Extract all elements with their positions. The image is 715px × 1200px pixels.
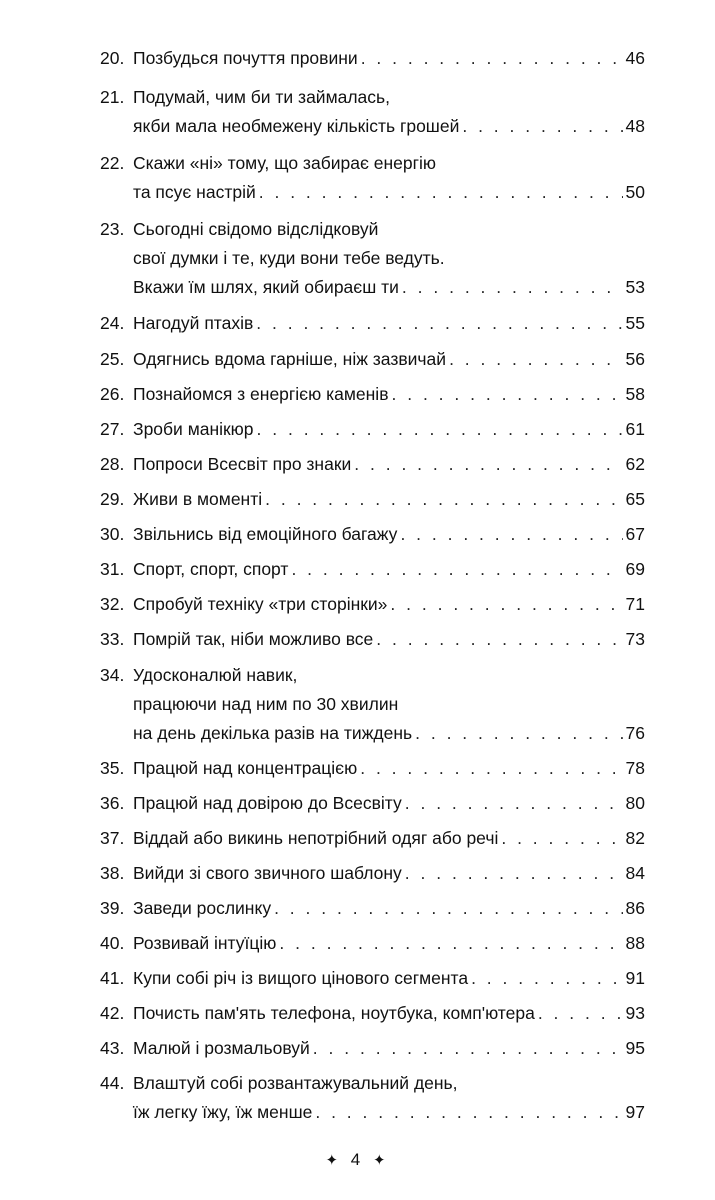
toc-entry-title: Працюй над концентрацією — [133, 758, 358, 778]
toc-entry-line — [133, 661, 645, 690]
dot-leader — [354, 450, 622, 479]
toc-entry-title: Позбудься почуття провини — [133, 48, 358, 68]
toc-entry-number: 43. — [100, 1038, 125, 1058]
toc-entry-line — [133, 345, 645, 374]
toc-entry-line — [133, 215, 645, 244]
toc-entry — [100, 44, 645, 73]
toc-entry-title: Заведи рослинку — [133, 898, 272, 918]
toc-entry-page: 53 — [625, 277, 645, 297]
toc-entry-title: Удосконалюй навик, — [133, 665, 298, 685]
toc-entry-title: Сьогодні свідомо відслідковуй — [133, 219, 379, 239]
dot-leader — [257, 415, 623, 444]
toc-entry-number: 25. — [100, 349, 125, 369]
toc-entry-number: 44. — [100, 1073, 125, 1093]
dot-leader — [376, 625, 622, 654]
toc-entry — [100, 625, 645, 654]
toc-entry-line — [133, 929, 645, 958]
toc-entry-line — [133, 149, 645, 178]
toc-entry-line — [133, 83, 645, 112]
dot-leader — [405, 859, 623, 888]
dot-leader — [449, 345, 622, 374]
dot-leader — [313, 1034, 623, 1063]
toc-entry — [100, 894, 645, 923]
star-ornament-left-icon: ✦ — [325, 1152, 343, 1169]
toc-entry — [100, 661, 645, 748]
toc-entry-number: 30. — [100, 524, 125, 544]
toc-entry-title: Розвивай інтуїцію — [133, 933, 277, 953]
dot-leader — [256, 309, 622, 338]
toc-entry-title: якби мала необмежену кількість грошей — [133, 116, 460, 136]
toc-entry-number: 42. — [100, 1003, 125, 1023]
toc-entry — [100, 964, 645, 993]
toc-entry-page: 73 — [625, 629, 645, 649]
toc-entry — [100, 520, 645, 549]
toc-entry-line — [133, 450, 645, 479]
toc-entry-number: 40. — [100, 933, 125, 953]
toc-entry-title: Скажи «ні» тому, що забирає енергію — [133, 153, 437, 173]
toc-entry-line — [133, 273, 645, 302]
dot-leader — [291, 555, 622, 584]
toc-entry-page: 55 — [625, 313, 645, 333]
toc-entry-page: 86 — [625, 898, 645, 918]
star-ornament-right-icon: ✦ — [372, 1152, 390, 1169]
toc-entry-line — [133, 178, 645, 207]
toc-entry-number: 38. — [100, 863, 125, 883]
toc-entry-title: працюючи над ним по 30 хвилин — [133, 694, 399, 714]
toc-entry-title: Вийди зі свого звичного шаблону — [133, 863, 402, 883]
toc-entry-page: 48 — [625, 116, 645, 136]
toc-entry-title: Одягнись вдома гарніше, ніж зазвичай — [133, 349, 447, 369]
dot-leader — [259, 178, 623, 207]
toc-entry — [100, 929, 645, 958]
toc-entry-number: 29. — [100, 489, 125, 509]
toc-entry-number: 39. — [100, 898, 125, 918]
toc-entry-number: 23. — [100, 219, 125, 239]
toc-entry-title: Живи в моменті — [133, 489, 263, 509]
toc-entry-number: 32. — [100, 594, 125, 614]
toc-entry-line — [133, 415, 645, 444]
toc-entry-title: Познайомся з енергією каменів — [133, 384, 389, 404]
toc-entry-title: Працюй над довірою до Всесвіту — [133, 793, 402, 813]
toc-entry-line — [133, 719, 645, 748]
toc-entry — [100, 859, 645, 888]
toc-entry-number: 28. — [100, 454, 125, 474]
dot-leader — [392, 380, 623, 409]
toc-entry — [100, 83, 645, 141]
toc-entry-line — [133, 44, 645, 73]
toc-entry-title: Віддай або викинь непотрібний одяг або речі — [133, 828, 499, 848]
page-footer — [0, 1150, 715, 1170]
dot-leader — [390, 590, 622, 619]
toc-entry-line — [133, 1034, 645, 1063]
dot-leader — [501, 824, 622, 853]
toc-entry — [100, 380, 645, 409]
toc-entry — [100, 590, 645, 619]
toc-entry-line — [133, 824, 645, 853]
toc-entry — [100, 1034, 645, 1063]
toc-entry-title: Малюй і розмальовуй — [133, 1038, 310, 1058]
table-of-contents — [100, 44, 645, 1127]
dot-leader — [279, 929, 622, 958]
toc-entry-page: 93 — [625, 1003, 645, 1023]
toc-entry — [100, 309, 645, 338]
dot-leader — [400, 520, 622, 549]
toc-entry-line — [133, 859, 645, 888]
toc-entry-line — [133, 520, 645, 549]
dot-leader — [360, 754, 622, 783]
dot-leader — [274, 894, 622, 923]
toc-entry-title: Спорт, спорт, спорт — [133, 559, 289, 579]
toc-entry-page: 46 — [625, 48, 645, 68]
toc-entry-title: свої думки і те, куди вони тебе ведуть. — [133, 248, 445, 268]
toc-entry-number: 33. — [100, 629, 125, 649]
toc-entry-title: та псує настрій — [133, 182, 256, 202]
toc-entry — [100, 999, 645, 1028]
toc-entry-page: 71 — [625, 594, 645, 614]
toc-entry-line — [133, 1069, 645, 1098]
toc-entry-title: Нагодуй птахів — [133, 313, 254, 333]
toc-entry — [100, 1069, 645, 1127]
dot-leader — [462, 112, 622, 141]
toc-entry-title: Влаштуй собі розвантажувальний день, — [133, 1073, 458, 1093]
toc-entry-page: 62 — [625, 454, 645, 474]
toc-entry-title: Зроби манікюр — [133, 419, 254, 439]
toc-entry-page: 58 — [625, 384, 645, 404]
toc-entry-line — [133, 999, 645, 1028]
toc-entry-page: 80 — [625, 793, 645, 813]
toc-entry-number: 24. — [100, 313, 125, 333]
toc-entry-line — [133, 309, 645, 338]
toc-entry-number: 20. — [100, 48, 125, 68]
toc-entry-page: 65 — [625, 489, 645, 509]
toc-entry-number: 35. — [100, 758, 125, 778]
toc-entry — [100, 754, 645, 783]
toc-entry-line — [133, 1098, 645, 1127]
toc-entry-number: 41. — [100, 968, 125, 988]
dot-leader — [415, 719, 622, 748]
toc-entry-number: 37. — [100, 828, 125, 848]
toc-entry-page: 91 — [625, 968, 645, 988]
dot-leader — [315, 1098, 622, 1127]
toc-entry-line — [133, 590, 645, 619]
toc-entry-title: їж легку їжу, їж менше — [133, 1102, 313, 1122]
toc-entry — [100, 824, 645, 853]
toc-entry-page: 84 — [625, 863, 645, 883]
toc-entry-number: 21. — [100, 87, 125, 107]
page-number: 4 — [350, 1150, 365, 1169]
toc-entry — [100, 345, 645, 374]
toc-entry-line — [133, 112, 645, 141]
toc-entry-number: 31. — [100, 559, 125, 579]
toc-entry — [100, 149, 645, 207]
toc-entry-line — [133, 555, 645, 584]
toc-entry-page: 82 — [625, 828, 645, 848]
toc-entry-title: Попроси Всесвіт про знаки — [133, 454, 352, 474]
dot-leader — [361, 44, 623, 73]
toc-entry-page: 67 — [625, 524, 645, 544]
toc-entry-line — [133, 894, 645, 923]
toc-entry-page: 97 — [625, 1102, 645, 1122]
toc-entry — [100, 415, 645, 444]
toc-entry-title: на день декілька разів на тиждень — [133, 723, 413, 743]
toc-entry — [100, 789, 645, 818]
toc-entry — [100, 450, 645, 479]
toc-entry-title: Подумай, чим би ти займалась, — [133, 87, 391, 107]
toc-entry-title: Вкажи їм шлях, який обираєш ти — [133, 277, 399, 297]
dot-leader — [265, 485, 622, 514]
dot-leader — [538, 999, 623, 1028]
toc-entry-line — [133, 690, 645, 719]
dot-leader — [471, 964, 622, 993]
toc-entry — [100, 555, 645, 584]
toc-entry-title: Звільнись від емоційного багажу — [133, 524, 398, 544]
toc-entry-page: 61 — [625, 419, 645, 439]
toc-entry-page: 95 — [625, 1038, 645, 1058]
toc-entry-title: Купи собі річ із вищого цінового сегмента — [133, 968, 469, 988]
toc-entry-line — [133, 625, 645, 654]
toc-entry-title: Спробуй техніку «три сторінки» — [133, 594, 388, 614]
toc-entry-page: 76 — [625, 723, 645, 743]
toc-entry-line — [133, 789, 645, 818]
toc-entry-number: 26. — [100, 384, 125, 404]
toc-entry-title: Почисть пам'ять телефона, ноутбука, комп'ютера — [133, 1003, 535, 1023]
toc-entry-page: 88 — [625, 933, 645, 953]
toc-entry-page: 50 — [625, 182, 645, 202]
toc-entry-line — [133, 754, 645, 783]
toc-entry-number: 27. — [100, 419, 125, 439]
toc-entry — [100, 485, 645, 514]
toc-entry — [100, 215, 645, 302]
toc-entry-page: 78 — [625, 758, 645, 778]
toc-entry-number: 34. — [100, 665, 125, 685]
toc-entry-line — [133, 380, 645, 409]
toc-entry-number: 36. — [100, 793, 125, 813]
toc-entry-line — [133, 964, 645, 993]
toc-entry-title: Помрій так, ніби можливо все — [133, 629, 374, 649]
toc-entry-number: 22. — [100, 153, 125, 173]
toc-entry-line — [133, 485, 645, 514]
dot-leader — [402, 273, 623, 302]
toc-entry-page: 69 — [625, 559, 645, 579]
toc-entry-line — [133, 244, 645, 273]
toc-entry-page: 56 — [625, 349, 645, 369]
dot-leader — [405, 789, 623, 818]
